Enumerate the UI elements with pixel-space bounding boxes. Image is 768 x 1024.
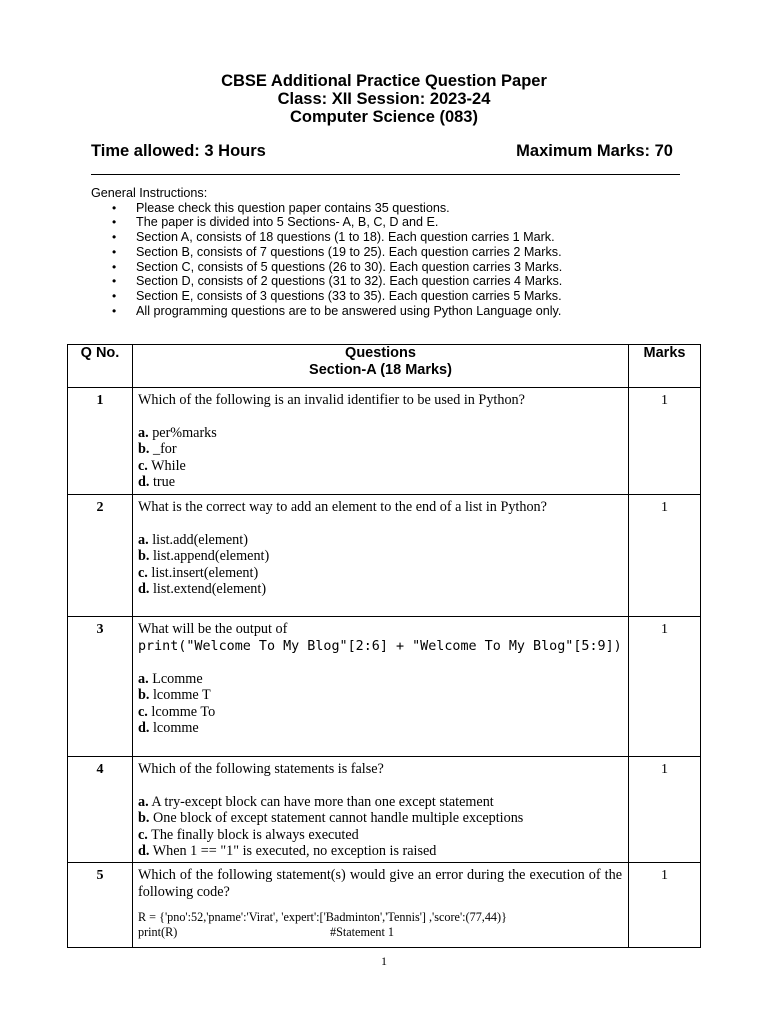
instruction-item: • Section D, consists of 2 questions (31 to 32). Each question carries 4 Marks. — [91, 274, 691, 289]
option: d. When 1 == "1" is executed, no exception is raised — [138, 843, 437, 859]
general-instructions — [91, 186, 691, 318]
question-marks: 1 — [629, 863, 701, 948]
question-text: Which of the following statements is false? — [138, 761, 384, 777]
option: a. list.add(element) — [138, 531, 248, 548]
option: c. While — [138, 457, 186, 474]
code-line: print(R) #Statement 1 — [138, 925, 394, 939]
question-marks: 1 — [629, 495, 701, 617]
instructions-list — [91, 201, 691, 319]
table-row — [68, 617, 701, 757]
option: d. list.extend(element) — [138, 581, 267, 597]
question-cell — [133, 757, 629, 863]
instruction-item: • Section A, consists of 18 questions (1 to 18). Each question carries 1 Mark. — [91, 230, 691, 245]
qno-header: Q No. — [68, 345, 133, 388]
page-number: 1 — [381, 954, 387, 968]
question-number: 3 — [68, 617, 133, 757]
paper-title: CBSE Additional Practice Question Paper — [221, 72, 547, 90]
time-allowed: Time allowed: 3 Hours — [91, 142, 266, 160]
instruction-item: • Section B, consists of 7 questions (19 to 25). Each question carries 2 Marks. — [91, 245, 691, 260]
class-session: Class: XII Session: 2023-24 — [277, 90, 491, 108]
option: d. lcomme — [138, 720, 199, 736]
questions-header-label: Questions — [345, 345, 416, 361]
instruction-item: • Section E, consists of 3 questions (33 to 35). Each question carries 5 Marks. — [91, 289, 691, 304]
table-row — [68, 388, 701, 495]
questions-header — [133, 345, 629, 388]
option: a. A try-except block can have more than one except statement — [138, 793, 494, 810]
question-cell — [133, 495, 629, 617]
instruction-item: • All programming questions are to be answered using Python Language only. — [91, 304, 691, 319]
option: b. One block of except statement cannot handle multiple exceptions — [138, 810, 524, 826]
option: b. list.append(element) — [138, 548, 270, 564]
table-row — [68, 863, 701, 948]
question-number: 4 — [68, 757, 133, 863]
instruction-item: • The paper is divided into 5 Sections- A, B, C, D and E. — [91, 215, 691, 230]
question-text: What is the correct way to add an element to the end of a list in Python? — [138, 499, 547, 515]
marks-header: Marks — [629, 345, 701, 388]
questions-table — [67, 344, 701, 948]
question-cell — [133, 388, 629, 495]
subject-title: Computer Science (083) — [290, 108, 478, 126]
question-marks: 1 — [629, 617, 701, 757]
option: a. Lcomme — [138, 670, 203, 687]
question-number: 2 — [68, 495, 133, 617]
question-number: 1 — [68, 388, 133, 495]
question-marks: 1 — [629, 388, 701, 495]
section-a-label: Section-A (18 Marks) — [309, 362, 452, 378]
option: b. lcomme T — [138, 687, 211, 703]
question-cell — [133, 863, 629, 948]
instruction-item: • Please check this question paper contains 35 questions. — [91, 201, 691, 216]
question-text: Which of the following statement(s) would give an error during the execution of the following code? — [138, 867, 622, 900]
question-text: Which of the following is an invalid identifier to be used in Python? — [138, 392, 525, 408]
question-marks: 1 — [629, 757, 701, 863]
option: c. The finally block is always executed — [138, 826, 359, 843]
option: d. true — [138, 474, 176, 490]
code-line: R = {'pno':52,'pname':'Virat', 'expert':['Badminton','Tennis'] ,'score':(77,44)} — [138, 910, 507, 924]
question-text: What will be the output of — [138, 621, 288, 637]
table-header-row — [68, 345, 701, 388]
option: b. _for — [138, 441, 177, 457]
header-divider — [91, 174, 680, 175]
option: c. list.insert(element) — [138, 564, 259, 581]
code-snippet: print("Welcome To My Blog"[2:6] + "Welcome To My Blog"[5:9]) — [138, 638, 622, 654]
maximum-marks: Maximum Marks: 70 — [516, 142, 673, 160]
question-number: 5 — [68, 863, 133, 948]
option: a. per%marks — [138, 424, 217, 441]
table-row — [68, 495, 701, 617]
table-row — [68, 757, 701, 863]
option: c. lcomme To — [138, 703, 216, 720]
question-cell — [133, 617, 629, 757]
instruction-item: • Section C, consists of 5 questions (26 to 30). Each question carries 3 Marks. — [91, 260, 691, 275]
instructions-title: General Instructions: — [91, 186, 208, 200]
